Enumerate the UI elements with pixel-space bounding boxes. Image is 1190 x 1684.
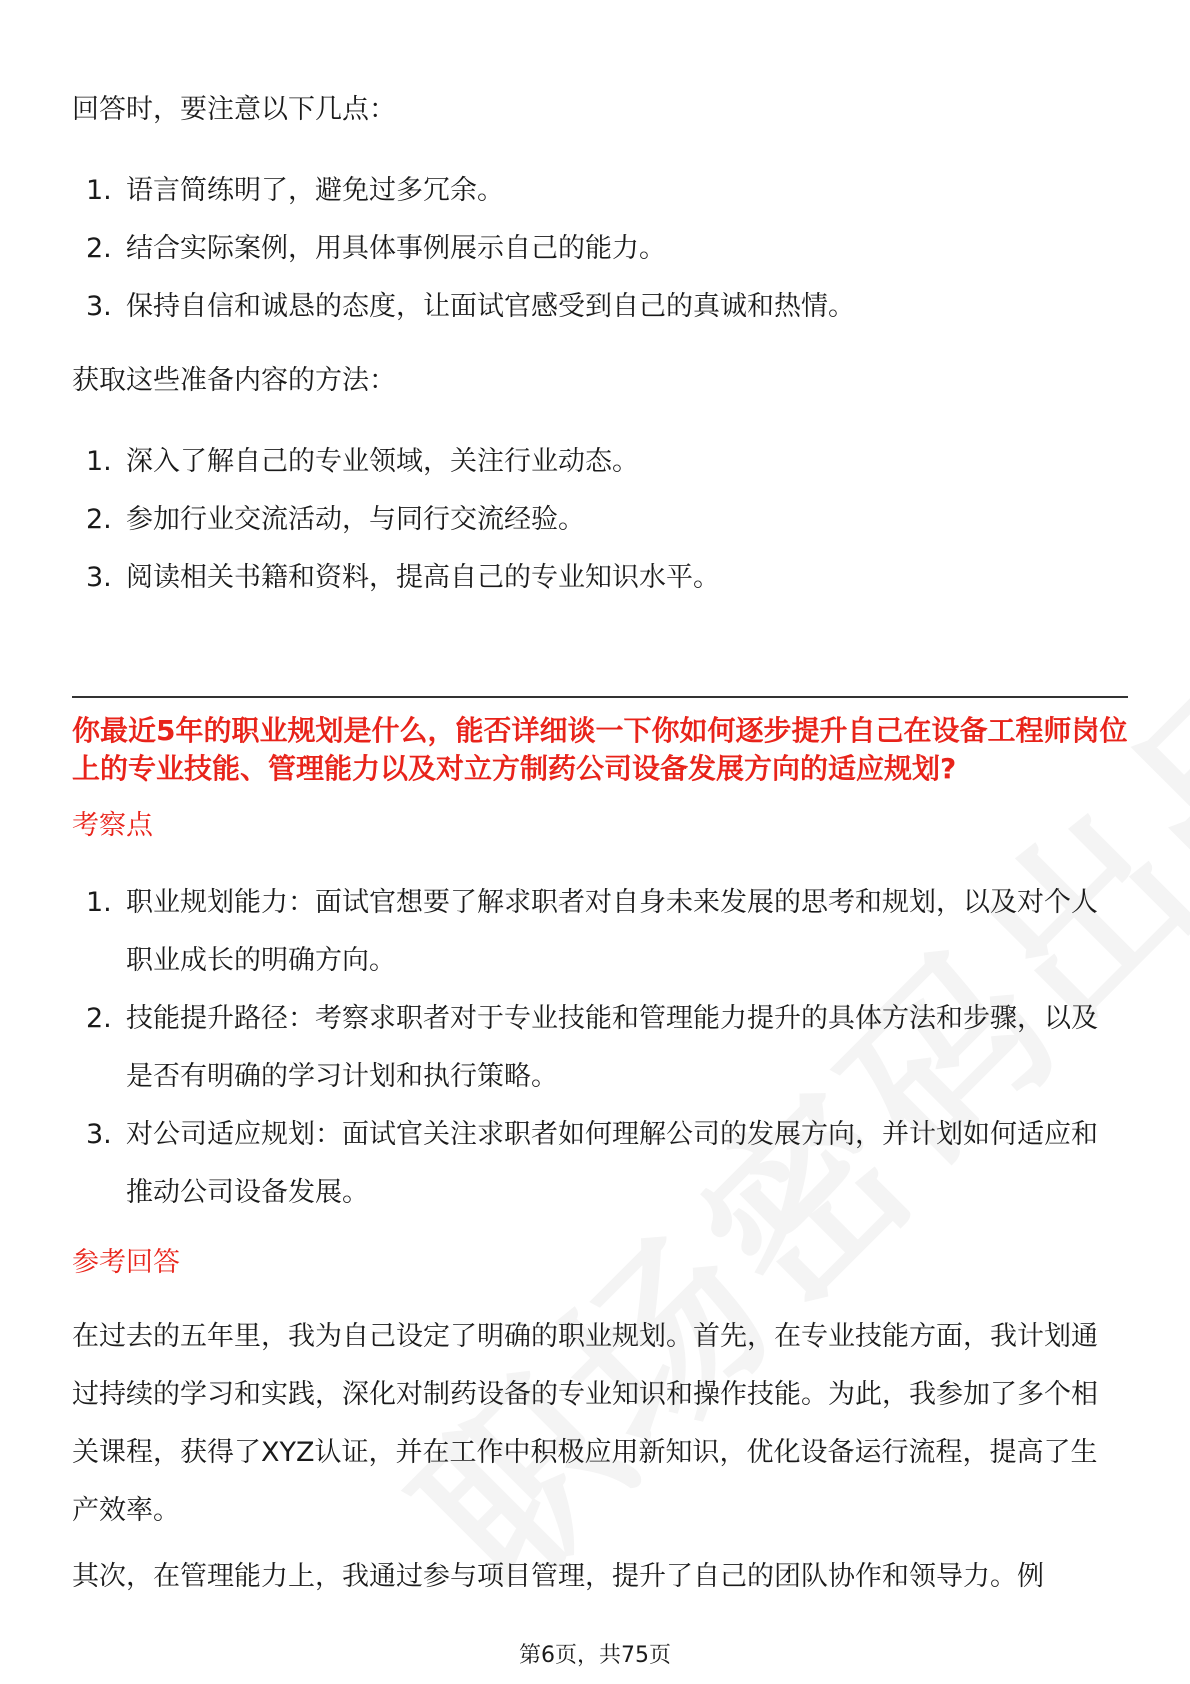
list-item — [72, 220, 1122, 278]
list-item — [72, 874, 1122, 990]
list-item-text: 参加行业交流活动，与同行交流经验。 — [126, 504, 585, 535]
list-item-text: 阅读相关书籍和资料，提高自己的专业知识水平。 — [126, 562, 720, 593]
exam-points-list — [72, 874, 1122, 1222]
intro-text-2: 获取这些准备内容的方法： — [72, 365, 396, 396]
list-number: 1. — [86, 887, 112, 918]
methods-list — [72, 433, 1122, 607]
list-number: 3. — [86, 562, 112, 593]
list-item — [72, 491, 1122, 549]
list-item — [72, 549, 1122, 607]
list-item-text: 保持自信和诚恳的态度，让面试官感受到自己的真诚和热情。 — [126, 291, 855, 322]
list-number: 2. — [86, 233, 112, 264]
list-item — [72, 162, 1122, 220]
page-footer: 第6页，共75页 — [519, 1643, 671, 1668]
list-number: 3. — [86, 291, 112, 322]
list-item — [72, 1106, 1122, 1222]
list-number: 1. — [86, 446, 112, 477]
list-item — [72, 990, 1122, 1106]
list-number: 3. — [86, 1119, 112, 1150]
divider — [72, 696, 1128, 698]
list-item-text: 职业规划能力：面试官想要了解求职者对自身未来发展的思考和规划，以及对个人职业成长的明确方向。 — [126, 887, 1098, 976]
intro-text-1: 回答时，要注意以下几点： — [72, 94, 396, 125]
list-item-text: 深入了解自己的专业领域，关注行业动态。 — [126, 446, 639, 477]
list-number: 2. — [86, 504, 112, 535]
exam-points-heading: 考察点 — [72, 810, 153, 841]
list-item — [72, 278, 1122, 336]
question-heading: 你最近5年的职业规划是什么，能否详细谈一下你如何逐步提升自己在设备工程师岗位上的专业技能、管理能力以及对立方制药公司设备发展方向的适应规划? — [72, 714, 1128, 785]
list-item-text: 语言简练明了，避免过多冗余。 — [126, 175, 504, 206]
reference-answer-heading: 参考回答 — [72, 1247, 180, 1278]
list-number: 2. — [86, 1003, 112, 1034]
list-number: 1. — [86, 175, 112, 206]
list-item-text: 结合实际案例，用具体事例展示自己的能力。 — [126, 233, 666, 264]
answer-paragraph: 在过去的五年里，我为自己设定了明确的职业规划。首先，在专业技能方面，我计划通过持续的学习和实践，深化对制药设备的专业知识和操作技能。为此，我参加了多个相关课程，获得了XYZ认证，并在工作中积极应用新知识，优化设备运行流程，提高了生产效率。 — [72, 1321, 1098, 1526]
list-item-text: 对公司适应规划：面试官关注求职者如何理解公司的发展方向，并计划如何适应和推动公司设备发展。 — [126, 1119, 1098, 1208]
list-item — [72, 433, 1122, 491]
list-item-text: 技能提升路径：考察求职者对于专业技能和管理能力提升的具体方法和步骤，以及是否有明确的学习计划和执行策略。 — [126, 1003, 1098, 1092]
tips-list — [72, 162, 1122, 336]
answer-paragraph: 其次，在管理能力上，我通过参与项目管理，提升了自己的团队协作和领导力。例 — [72, 1561, 1044, 1592]
